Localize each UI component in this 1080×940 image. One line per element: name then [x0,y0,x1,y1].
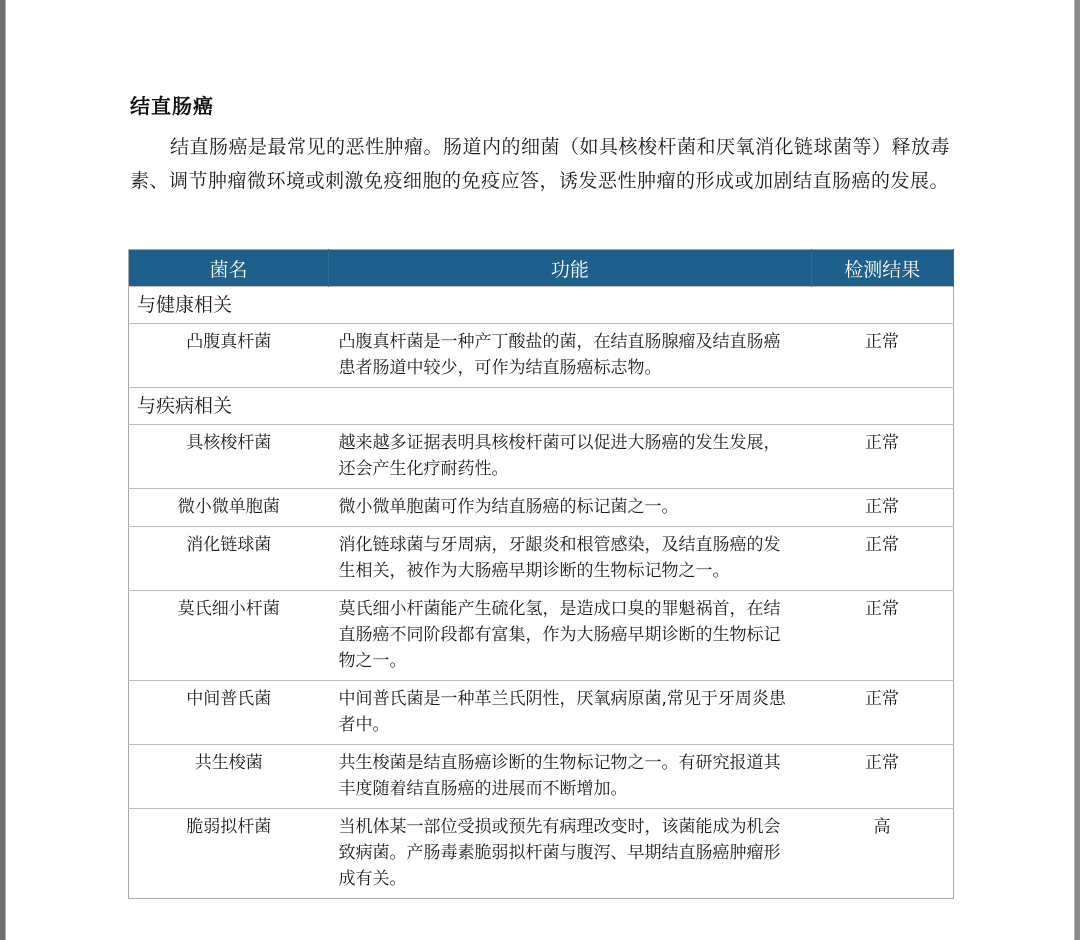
bacteria-name: 微小微单胞菌 [129,489,329,527]
table-row [129,809,954,899]
bacteria-name: 中间普氏菌 [129,681,329,745]
bacteria-table [128,249,954,899]
table-row [129,324,954,388]
detection-result: 正常 [811,591,953,681]
table-row [129,681,954,745]
document-page [6,0,1074,940]
detection-result: 正常 [811,425,953,489]
detection-result: 高 [811,809,953,899]
bacteria-function: 莫氏细小杆菌能产生硫化氢，是造成口臭的罪魁祸首，在结直肠癌不同阶段都有富集，作为大肠癌早期诊断的生物标记物之一。 [329,591,812,681]
detection-result: 正常 [811,324,953,388]
group-row-disease [129,388,954,425]
group-label: 与健康相关 [129,287,954,324]
bacteria-name: 具核梭杆菌 [129,425,329,489]
column-header-result: 检测结果 [811,250,953,287]
intro-paragraph: 结直肠癌是最常见的恶性肿瘤。肠道内的细菌（如具核梭杆菌和厌氧消化链球菌等）释放毒素、调节肿瘤微环境或刺激免疫细胞的免疫应答，诱发恶性肿瘤的形成或加剧结直肠癌的发展。 [130,136,951,192]
detection-result: 正常 [811,527,953,591]
bacteria-function: 越来越多证据表明具核梭杆菌可以促进大肠癌的发生发展，还会产生化疗耐药性。 [329,425,812,489]
column-header-name: 菌名 [129,250,329,287]
bacteria-function: 共生梭菌是结直肠癌诊断的生物标记物之一。有研究报道其丰度随着结直肠癌的进展而不断增加。 [329,745,812,809]
bacteria-function: 微小微单胞菌可作为结直肠癌的标记菌之一。 [329,489,812,527]
detection-result: 正常 [811,745,953,809]
table-row [129,425,954,489]
bacteria-name: 消化链球菌 [129,527,329,591]
bacteria-name: 共生梭菌 [129,745,329,809]
table-row [129,489,954,527]
bacteria-name: 脆弱拟杆菌 [129,809,329,899]
group-label: 与疾病相关 [129,388,954,425]
table-header-row [129,250,954,287]
bacteria-name: 莫氏细小杆菌 [129,591,329,681]
column-header-function: 功能 [329,250,812,287]
bacteria-name: 凸腹真杆菌 [129,324,329,388]
section-title: 结直肠癌 [130,94,214,118]
group-row-health [129,287,954,324]
table-row [129,591,954,681]
bacteria-function: 当机体某一部位受损或预先有病理改变时，该菌能成为机会致病菌。产肠毒素脆弱拟杆菌与腹泻、早期结直肠癌肿瘤形成有关。 [329,809,812,899]
detection-result: 正常 [811,489,953,527]
bacteria-function: 中间普氏菌是一种革兰氏阴性，厌氧病原菌,常见于牙周炎患者中。 [329,681,812,745]
viewer-edge-right [1074,0,1080,940]
table-row [129,527,954,591]
bacteria-function: 消化链球菌与牙周病，牙龈炎和根管感染，及结直肠癌的发生相关，被作为大肠癌早期诊断的生物标记物之一。 [329,527,812,591]
table-row [129,745,954,809]
bacteria-function: 凸腹真杆菌是一种产丁酸盐的菌，在结直肠腺瘤及结直肠癌患者肠道中较少，可作为结直肠癌标志物。 [329,324,812,388]
detection-result: 正常 [811,681,953,745]
